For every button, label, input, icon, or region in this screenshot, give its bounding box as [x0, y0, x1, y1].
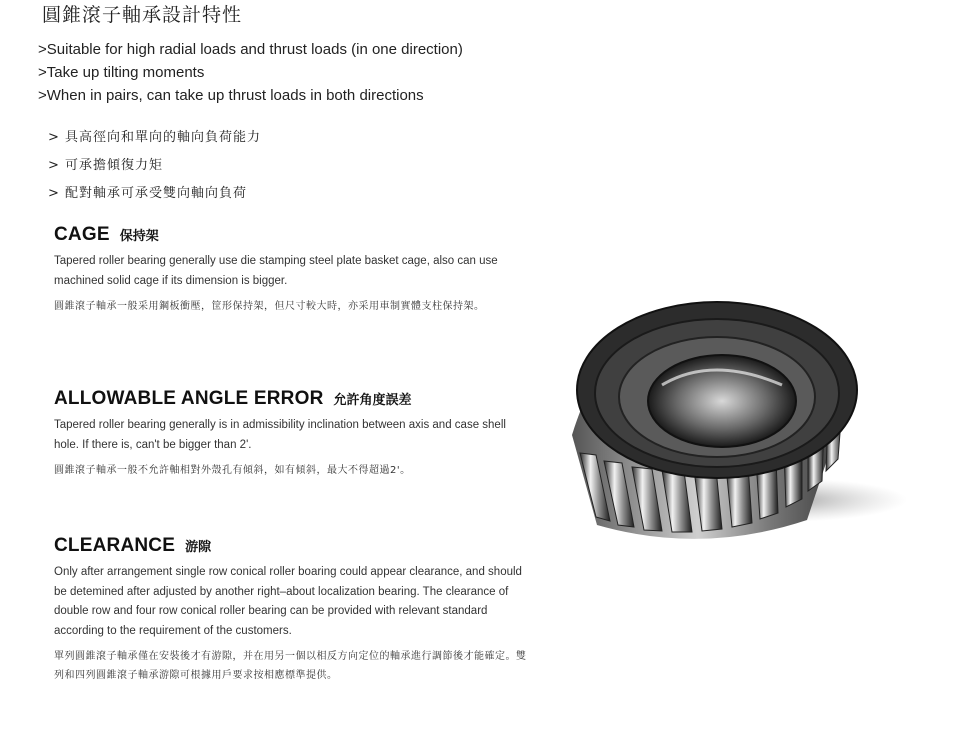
section-heading [54, 224, 532, 246]
section-body-zh: 圓錐滾子軸承一般不允許軸相對外殼孔有傾斜，如有傾斜，最大不得超過2'。 [54, 465, 411, 476]
feature-item-en: >Take up tilting moments [38, 64, 205, 81]
feature-item-zh: > 配對軸承可承受雙向軸向負荷 [48, 186, 248, 201]
section-clearance [54, 535, 532, 685]
section-body-en: Only after arrangement single row conical roller boaring could appear clearance, and should be detemined after adjusted by another right–about localization bearing. The clearance of double row and four row conical roller bearing can be provided with relevant standard according to the requirement of the customers. [54, 566, 522, 637]
bearing-image [552, 285, 912, 555]
feature-list-en [38, 38, 463, 107]
section-allowable-angle-error [54, 388, 532, 480]
section-heading [54, 535, 532, 557]
feature-item-zh: > 具高徑向和單向的軸向負荷能力 [48, 130, 262, 145]
section-cage [54, 224, 532, 316]
feature-list-zh [48, 124, 261, 208]
section-body-zh: 圓錐滾子軸承一般采用鋼板衝壓，筐形保持架，但尺寸較大時，亦采用車制實體支柱保持架。 [54, 301, 485, 312]
page-title: 圓錐滾子軸承設計特性 [42, 4, 243, 26]
section-body-zh: 單列圓錐滾子軸承僅在安裝後才有游隙，并在用另一個以相反方向定位的軸承進行調節後才能確定。雙列和四列圓錐滾子軸承游隙可根據用戶要求按相應標準提供。 [54, 651, 527, 681]
section-body-en: Tapered roller bearing generally use die stamping steel plate basket cage, also can use machined solid cage if its dimension is bigger. [54, 255, 498, 287]
section-body-en: Tapered roller bearing generally is in admissibility inclination between axis and case shell hole. If there is, can't be bigger than 2'. [54, 419, 506, 451]
feature-item-en: >When in pairs, can take up thrust loads in both directions [38, 87, 424, 104]
feature-item-zh: > 可承擔傾復力矩 [48, 158, 164, 173]
section-title: CLEARANCE [54, 535, 176, 556]
section-title-zh: 允許角度誤差 [333, 393, 412, 408]
section-title: ALLOWABLE ANGLE ERROR [54, 388, 324, 409]
section-title-zh: 保持架 [119, 229, 159, 244]
section-heading [54, 388, 532, 410]
section-title-zh: 游隙 [185, 540, 212, 555]
section-title: CAGE [54, 224, 110, 245]
feature-item-en: >Suitable for high radial loads and thrust loads (in one direction) [38, 41, 463, 58]
